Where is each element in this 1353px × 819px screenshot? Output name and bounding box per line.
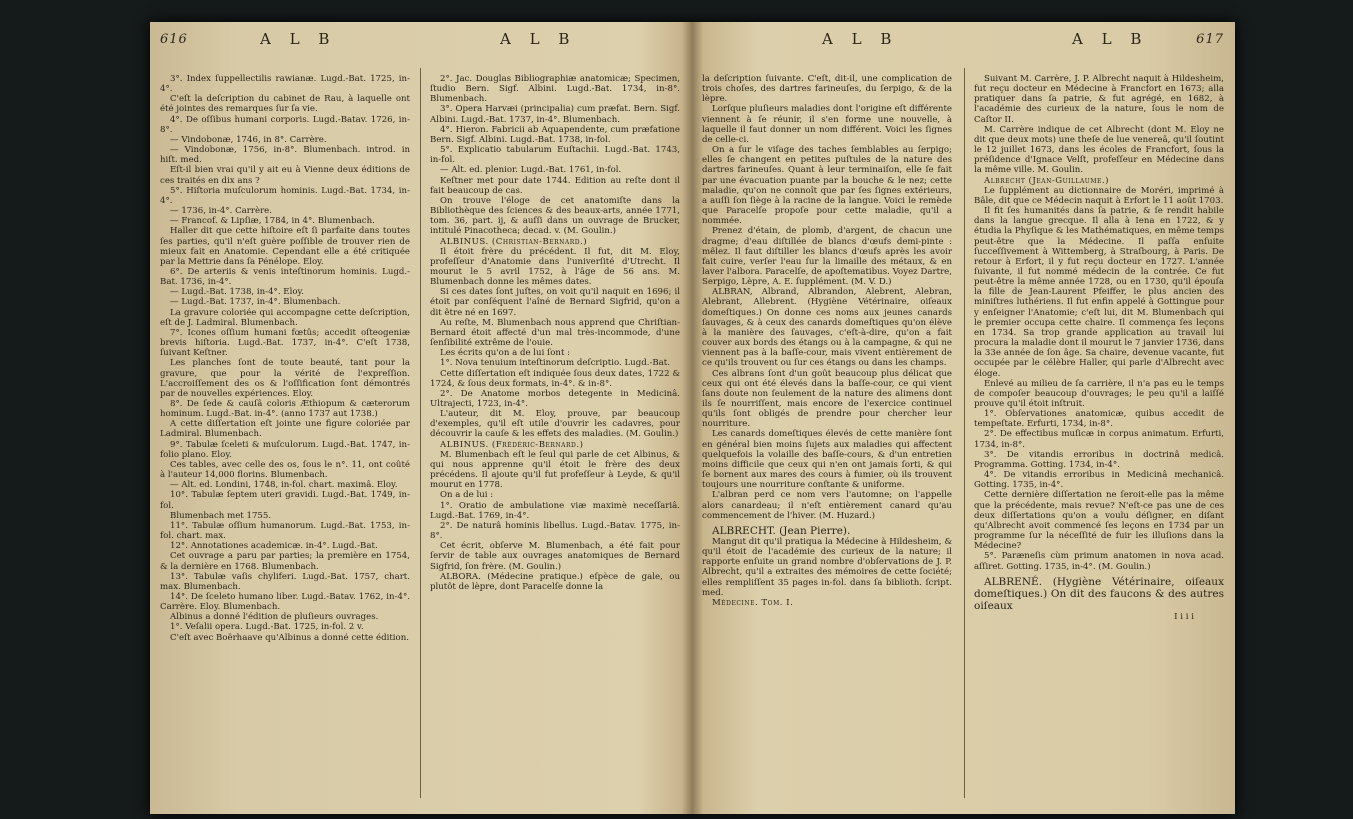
paragraph: 4°. De oſſibus humani corporis. Lugd.-Batav. 1726, in-8°.	[160, 114, 410, 135]
paragraph: Lorſque pluſieurs maladies dont l'origine eſt différente viennent à ſe réunir, il s'en forme une nouvelle, à laquelle il faut donner un nom différent. Voici les ſignes de celle-ci.	[702, 104, 952, 145]
paragraph: 3°. Index ſuppellectilis rawianæ. Lugd.-Bat. 1725, in-4°.	[160, 74, 410, 95]
paragraph: 7°. Icones oſſium humani fœtûs; accedit oſteogeniæ brevis hiſtoria. Lugd.-Bat. 1737, in-4°. C'eſt 1738, ſuivant Keſtner.	[160, 327, 410, 359]
paragraph: 5°. Hiſtoria muſculorum hominis. Lugd.-Bat. 1734, in-4°.	[160, 185, 410, 206]
paragraph: On trouve l'éloge de cet anatomiſte dans la Bibliothèque des ſciences & des beaux-arts, année 1771, tom. 36, part. ij, & auſſi dans un ouvrage de Brucker, intitulé Pinacotheca; decad. v. (M. Goulin.)	[430, 195, 680, 237]
paragraph: 3°. Opera Harvæi (principalia) cum præfat. Bern. Sigf. Albini. Lugd.-Bat. 1737, in-4°. Blumenbach.	[430, 104, 680, 125]
paragraph: 9°. Tabulæ ſceleti & muſculorum. Lugd.-Bat. 1747, in-folio plano. Eloy.	[160, 439, 410, 460]
paragraph: 4°. De vitandis erroribus in Medicinâ mechanicâ. Gotting. 1735, in-4°.	[974, 470, 1224, 491]
paragraph: L'albran perd ce nom vers l'automne; on l'appelle alors canardeau; il n'eſt entièrement canard qu'au commencement de l'hiver. (M. Huzard.)	[702, 490, 952, 521]
paragraph: A cette diſſertation eſt jointe une figure coloriée par Ladmiral. Blumenbach.	[160, 419, 410, 440]
paragraph: M. Carrère indique de cet Albrecht (dont M. Eloy ne dit que deux mots) une theſe de lue venereâ, qu'il ſoutint le 12 juillet 1673, dans les écoles de Francfort, ſous la préſidence d'Ignace Velſt, profeſſeur en Médecine dans la même ville. M. Goulin.	[974, 124, 1224, 176]
paragraph: la deſcription ſuivante. C'eſt, dit-il, une complication de trois choſes, des dartres farineuſes, du ſerpigo, & de la lèpre.	[702, 74, 952, 105]
paragraph: 1°. Obſervationes anatomicæ, quibus accedit de tempeſtate. Erfurti, 1734, in-8°.	[974, 409, 1224, 430]
paragraph: 12°. Annotationes academicæ. in-4°. Lugd.-Bat.	[170, 541, 378, 552]
entry-heading: ALBINUS. (Chriſtian-Bernard.)	[440, 236, 588, 247]
paragraph: M. Blumenbach eſt le ſeul qui parle de cet Albinus, & qui nous apprenne qu'il étoit le frère des deux précédens. Il ajoute qu'il fut profeſſeur à Leyde, & qu'il mourut en 1778.	[430, 449, 680, 491]
right-page-header	[702, 30, 1224, 52]
paragraph: Il étoit frère du précédent. Il fut, dit M. Eloy, profeſſeur d'Anatomie dans l'univerſité d'Utrecht. Il mourut le 5 avril 1752, à l'âge de 56 ans. M. Blumenbach donne les mêmes dates.	[430, 246, 680, 288]
paragraph: Les écrits qu'on a de lui ſont :	[440, 348, 571, 359]
paragraph: ALBORA. (Médecine pratique.) eſpèce de gale, ou plutôt de lèpre, dont Paracelſe donne la	[430, 571, 680, 592]
paragraph: 2°. De effectibus muſicæ in corpus animatum. Erfurti, 1734, in-8°.	[974, 429, 1224, 450]
paragraph: Prenez d'étain, de plomb, d'argent, de chacun une dragme; d'eau diſtillée de blancs d'œufs demi-pinte : mêlez. Il faut diſtiller les blancs d'œufs après les avoir fait cuire, verſer l'eau ſur la limaille des métaux, & en laver l'albora. Paracelſe, de apoſtematibus. Voyez Dartre, Serpigo, Lèpre, A. E. ſupplément. (M. V. D.)	[702, 226, 952, 288]
column-divider	[420, 68, 421, 798]
right-page	[702, 30, 1224, 804]
paragraph: Mangut dit qu'il pratiqua la Médecine à Hildesheim, & qu'il étoit de l'académie des curieux de la nature; il rapporte enſuite un grand nombre d'obſervations de J. P. Albrecht, qu'il a extraites des mémoires de cette ſociété; elles rempliſſent 35 pages in-fol. dans ſa biblioth. ſcript. med.	[702, 536, 952, 598]
running-head: A L B	[260, 30, 337, 48]
paragraph: Les canards domeſtiques élevés de cette manière ſont en général bien moins ſujets aux maladies qui affectent quelquefois la volaille des baſſe-cours, & d'un entretien moins difficile que ceux qui n'en ont jamais ſorti, & qui ſe bornent aux mares des cours à fumier, où ils trouvent toujours une nourriture conſtante & uniforme.	[702, 429, 952, 491]
signature-line: Médecine. Tom. I.	[712, 597, 794, 608]
paragraph: Le ſupplément au dictionnaire de Moréri, imprimé à Bâle, dit que ce Médecin naquit à Erfort le 11 août 1703.	[974, 185, 1224, 206]
paragraph: 1°. Oratio de ambulatione viæ maximè neceſſariâ. Lugd.-Bat. 1769, in-4°.	[430, 500, 680, 521]
paragraph: Ces albrans ſont d'un goût beaucoup plus délicat que ceux qui ont été élevés dans la baſſe-cour, ce qui vient ſans doute non ſeulement de la nature des alimens dont ils ſe nourriſſent, mais encore de l'exercice continuel qu'ils ſont obligés de prendre pour chercher leur nourriture.	[702, 368, 952, 430]
text-column-2	[430, 74, 680, 799]
paragraph: Albinus a donné l'édition de pluſieurs ouvrages.	[170, 612, 379, 623]
paragraph: 5°. Paræneſis cùm primum anatomen in nova acad. aſſiret. Gotting. 1735, in-4°. (M. Goulin.)	[974, 551, 1224, 572]
paragraph: Cet écrit, obſerve M. Blumenbach, a été fait pour ſervir de table aux ouvrages anatomiques de Bernard Sigfrid, ſon frère. (M. Goulin.)	[430, 541, 680, 572]
column-divider	[964, 68, 965, 798]
text-column-1	[702, 74, 952, 799]
paragraph: — Vindobonæ, 1746, in 8°. Carrère.	[170, 134, 327, 145]
paragraph: On a de lui :	[440, 490, 494, 501]
left-page-header	[160, 30, 680, 52]
paragraph: Au reſte, M. Blumenbach nous apprend que Chriſtian-Bernard étoit affecté d'un mal très-incommode, d'une ſenſibilité extrême de l'ouie.	[430, 317, 680, 349]
paragraph: C'eſt avec Boërhaave qu'Albinus a donné cette édition.	[170, 632, 409, 643]
paragraph: Cette diſſertation eſt indiquée ſous deux dates, 1722 & 1724, & ſous deux formats, in-4°. & in-8°.	[430, 368, 680, 389]
entry-heading: Albrecht (Jean-Guillaume.)	[984, 175, 1109, 186]
paragraph: Enlevé au milieu de ſa carrière, il n'a pas eu le temps de compoſer beaucoup d'ouvrages; le peu qu'il a laiſſé prouve qu'il étoit inſtruit.	[974, 378, 1224, 409]
text-column-1	[160, 74, 410, 799]
paragraph: 10°. Tabulæ ſeptem uteri gravidi. Lugd.-Bat. 1749, in-fol.	[160, 490, 410, 511]
paragraph: 11°. Tabulæ oſſium humanorum. Lugd.-Bat. 1753, in-fol. chart. max.	[160, 520, 410, 542]
paragraph: Eſt-il bien vrai qu'il y ait eu à Vienne deux éditions de ces traités en dix ans ?	[160, 165, 410, 186]
paragraph: Si ces dates ſont juſtes, on voit qu'il naquit en 1696; il étoit par conſéquent l'aîné de Bernard Sigfrid, qu'on a dit être né en 1697.	[430, 287, 680, 318]
paragraph: Il fit ſes humanités dans ſa patrie, & ſe rendit habile dans la langue grecque. Il alla à Iena en 1722, & y étudia la Phyſique & les Mathématiques, en même temps peut-être que la Médecine. Il paſſa enſuite ſucceſſivement à Wittemberg, à Straſbourg, à Paris. De retour à Erfort, il y fut reçu docteur en 1727. L'année ſuivante, il fut nommé médecin de la contrée. Ce fut peut-être la même année 1728, ou en 1730, qu'il épouſa la fille de Jean-Laurent Pfeiffer, le plus ancien des miniſtres luthériens. Il fut enfin appelé à Gottingue pour y enſeigner l'Anatomie; c'eſt lui, dit M. Blumenbach qui le premier occupa cette chaire. Il commença ſes leçons en 1734. Sa trop grande application au travail lui procura la maladie dont il mourut le 7 janvier 1736, dans la 33e année de ſon âge. Sa chaire, devenue vacante, fut occupée par le célèbre Haller, qui parle d'Albrecht avec éloge.	[974, 206, 1224, 379]
paragraph: — Alt. ed. plenior. Lugd.-Bat. 1761, in-fol.	[440, 165, 622, 176]
page-number: 617	[1196, 32, 1224, 47]
paragraph: 6°. De arteriis & venis inteſtinorum hominis. Lugd.-Bat. 1736, in-4°.	[160, 266, 410, 288]
paragraph: — Lugd.-Bat. 1738, in-4°. Eloy.	[170, 287, 304, 298]
entry-heading: ALBRENÉ. (Hygiène Vétérinaire, oiſeaux domeſtiques.) On dit des faucons & des autres oiſeaux	[974, 575, 1224, 612]
paragraph: C'eſt la deſcription du cabinet de Rau, à laquelle ont été jointes des remarques ſur ſa vie.	[160, 94, 410, 115]
entry-heading: ALBRECHT. (Jean Pierre).	[712, 524, 851, 537]
paragraph: Haller dit que cette hiſtoire eſt ſi parfaite dans toutes ſes parties, qu'il n'eſt guère poſſible de trouver rien de mieux fait en Anatomie. Cependant elle a été critiquée par la Mettrie dans ſa Pénélope. Eloy.	[160, 226, 410, 267]
paragraph: 3°. De vitandis erroribus in doctrinâ medicâ. Programma. Gotting. 1734, in-4°.	[974, 449, 1224, 470]
paragraph: On a ſur le viſage des taches ſemblables au ſerpigo; elles ſe changent en petites puſtules de la nature des dartres farineuſes. Quant à leur terminaiſon, elle ſe fait par une évacuation puante par la bouche & le nez; cette maladie, qu'on ne connoît que par ſes ſignes extérieurs, a auſſi ſon ſiège à la racine de la langue. Voici le remède que Paracelſe propoſe pour cette maladie, qu'il a nommée.	[702, 145, 952, 227]
paragraph: L'auteur, dit M. Eloy, prouve, par beaucoup d'exemples, qu'il eſt utile d'ouvrir les cadavres, pour découvrir la cauſe & les effets des maladies. (M. Goulin.)	[430, 409, 680, 440]
signature-mark: I i i i	[1174, 611, 1194, 622]
paragraph: — Alt. ed. Londini, 1748, in-fol. chart. maximâ. Eloy.	[170, 480, 398, 491]
paragraph: 2°. Jac. Douglas Bibliographiæ anatomicæ; Specimen, ſtudio Bern. Sigf. Albini. Lugd.-Bat. 1734, in-8°. Blumenbach.	[430, 74, 680, 105]
paragraph: Ces tables, avec celle des os, ſous le n°. 11, ont coûté à l'auteur 14,000 florins. Blumenbach.	[160, 459, 410, 481]
paragraph: Cette dernière diſſertation ne ſeroit-elle pas la même que la précédente, mais revue? N'eſt-ce pas une de ces deux diſſertations qu'on a voulu déſigner, en diſant qu'Albrecht avoit commencé ſes leçons en 1734 par un programme ſur la néceſſité de fuir les illuſions dans la Médecine?	[974, 490, 1224, 552]
entry-heading: ALBINUS. (Frédéric-Bernard.)	[440, 439, 584, 450]
running-head: A L B	[822, 30, 899, 48]
paragraph: 2°. De Anatome morbos detegente in Medicinâ. Ultrajecti, 1723, in-4°.	[430, 388, 680, 409]
paragraph: 13°. Tabulæ vaſis chyliferi. Lugd.-Bat. 1757, chart. max. Blumenbach.	[160, 571, 410, 592]
paragraph: — Francof. & Lipſiæ, 1784, in 4°. Blumenbach.	[170, 216, 375, 227]
paragraph: ALBRAN, Albrand, Albrandon, Alebrent, Alebran, Alebrant, Allebrent. (Hygiène Vétérinaire, oiſeaux domeſtiques.) On donne ces noms aux jeunes canards ſauvages, & à ceux des canards domeſtiques qu'on élève à la manière des ſauvages, c'eſt-à-dire, qu'on a fait couver aux bords des étangs ou à la campagne, & qui ne viennent pas à la baſſe-cour, mais vivent entièrement de ce qu'ils trouvent ou ſur ces étangs ou dans les champs.	[702, 287, 952, 369]
paragraph: 5°. Explicatio tabularum Euſtachii. Lugd.-Bat. 1743, in-fol.	[430, 145, 680, 166]
paragraph: Cet ouvrage a paru par parties; la première en 1754, & la dernière en 1768. Blumenbach.	[160, 551, 410, 572]
running-head: A L B	[500, 30, 577, 48]
page-number: 616	[160, 32, 188, 47]
paragraph: 1°. Veſalii opera. Lugd.-Bat. 1725, in-fol. 2 v.	[170, 622, 364, 633]
paragraph: 2°. De naturâ hominis libellus. Lugd.-Batav. 1775, in-8°.	[430, 520, 680, 542]
paragraph: 4°. Hieron. Fabricii ab Aquapendente, cum præfatione Bern. Sigf. Albini. Lugd.-Bat. 1738, in-fol.	[430, 124, 680, 145]
paragraph: 14°. De ſceleto humano liber. Lugd.-Batav. 1762, in-4°. Carrère. Eloy. Blumenbach.	[160, 591, 410, 613]
text-column-2	[974, 74, 1224, 799]
paragraph: Les planches ſont de toute beauté, tant pour la gravure, que pour la vérité de l'expreſſion. L'accroiſſement des os & l'oſſification ſont démontrés par de nouvelles expériences. Eloy.	[160, 358, 410, 399]
book-spread	[150, 22, 1235, 814]
paragraph: Blumenbach met 1755.	[170, 510, 272, 521]
paragraph: Keſtner met pour date 1744. Edition au reſte dont il fait beaucoup de cas.	[430, 175, 680, 196]
paragraph: — Lugd.-Bat. 1737, in-4°. Blumenbach.	[170, 297, 341, 308]
paragraph: — 1736, in-4°. Carrère.	[170, 206, 273, 217]
left-page	[160, 30, 680, 804]
paragraph: 1°. Nova tenuium inteſtinorum deſcriptio. Lugd.-Bat.	[440, 358, 670, 369]
paragraph: — Vindobonæ, 1756, in-8°. Blumenbach. introd. in hiſt. med.	[160, 145, 410, 166]
paragraph: 8°. De ſede & cauſâ coloris Æthiopum & cæterorum hominum. Lugd.-Bat. in-4°. (anno 1737 aut 1738.)	[160, 399, 410, 420]
paragraph: La gravure coloriée qui accompagne cette deſcription, eſt de J. Ladmiral. Blumenbach.	[160, 307, 410, 328]
running-head: A L B	[1072, 30, 1149, 48]
paragraph: Suivant M. Carrère, J. P. Albrecht naquit à Hildesheim, fut reçu docteur en Médecine à Francfort en 1673; alla pratiquer dans ſa patrie, & fut agrégé, en 1682, à l'académie des curieux de la nature, ſous le nom de Caſtor II.	[974, 74, 1224, 125]
